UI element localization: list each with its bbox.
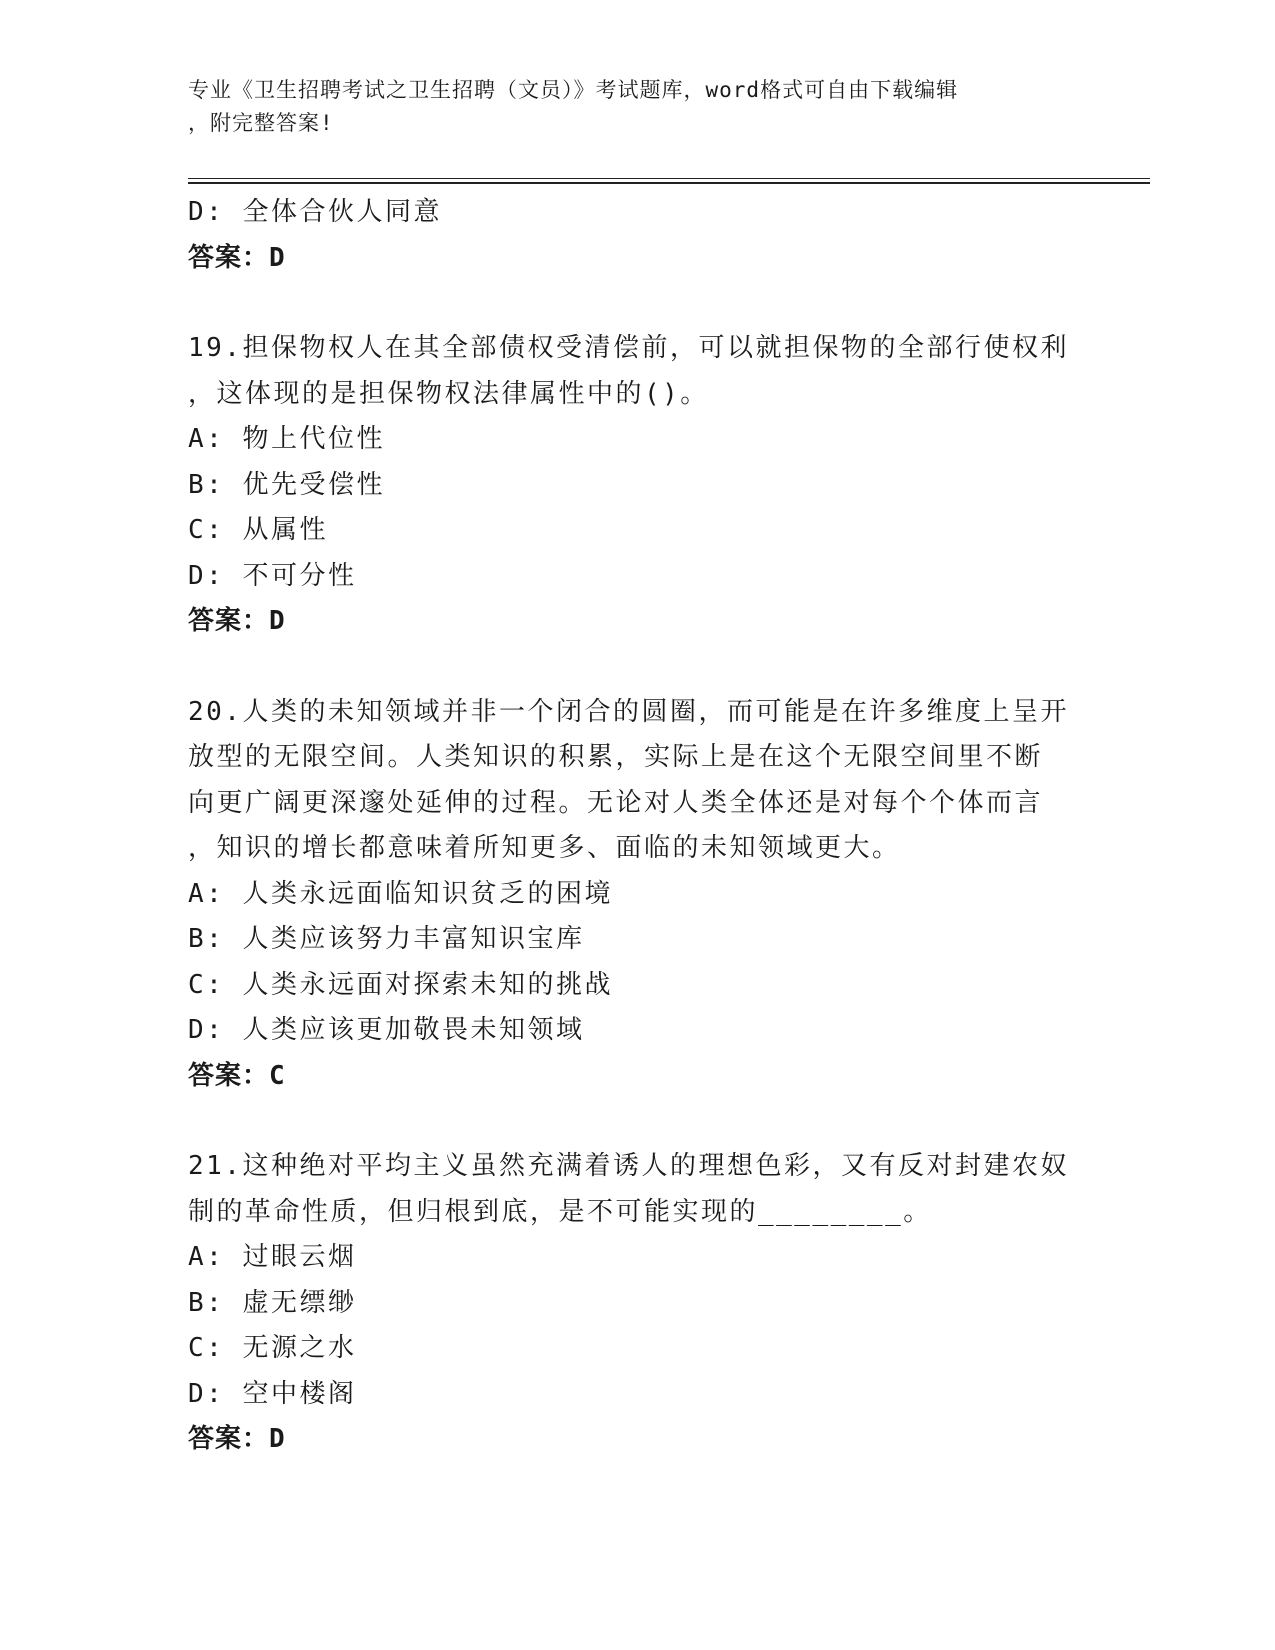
option-b: B: 人类应该努力丰富知识宝库: [188, 924, 585, 954]
stem-line: 20.人类的未知领域并非一个闭合的圆圈，而可能是在许多维度上呈开: [188, 696, 1069, 727]
stem-line: ，这体现的是担保物权法律属性中的()。: [188, 378, 709, 409]
spacer: [188, 1099, 1068, 1144]
question-stem: [188, 326, 1068, 417]
option-d: D: 全体合伙人同意: [188, 197, 442, 227]
option-b: B: 虚无缥缈: [188, 1287, 357, 1318]
question-stem: [188, 690, 1068, 872]
answer-line: 答案：D: [188, 242, 286, 273]
option-d: D: 人类应该更加敬畏未知领域: [188, 1015, 585, 1045]
previous-question-fragment: [188, 190, 1068, 281]
option-d: D: 不可分性: [188, 560, 357, 591]
stem-line: 放型的无限空间。人类知识的积累，实际上是在这个无限空间里不断: [188, 742, 1044, 772]
option-c: C: 无源之水: [188, 1333, 357, 1363]
stem-line: 21.这种绝对平均主义虽然充满着诱人的理想色彩，又有反对封建农奴: [188, 1151, 1069, 1181]
spacer: [188, 281, 1068, 326]
option-c: C: 从属性: [188, 515, 328, 545]
stem-line: 向更广阔更深邃处延伸的过程。无论对人类全体还是对每个个体而言: [188, 787, 1044, 818]
answer-line: 答案：C: [188, 1060, 286, 1091]
option-a: A: 物上代位性: [188, 424, 385, 454]
document-header: [188, 74, 1088, 140]
header-line-2: ，附完整答案!: [188, 111, 334, 135]
option-b: B: 优先受偿性: [188, 469, 385, 500]
question-20: [188, 690, 1068, 1100]
question-stem: [188, 1144, 1068, 1235]
option-a: A: 过眼云烟: [188, 1242, 357, 1272]
option-d: D: 空中楼阁: [188, 1378, 357, 1409]
stem-line: ，知识的增长都意味着所知更多、面临的未知领域更大。: [188, 833, 901, 863]
spacer: [188, 645, 1068, 690]
header-line-1: 专业《卫生招聘考试之卫生招聘（文员）》考试题库，word格式可自由下载编辑: [188, 78, 959, 102]
option-a: A: 人类永远面临知识贫乏的困境: [188, 878, 613, 909]
header-divider-thick: [188, 182, 1150, 184]
answer-line: 答案：D: [188, 606, 286, 636]
answer-line: 答案：D: [188, 1424, 286, 1454]
header-divider-thin: [188, 178, 1150, 179]
stem-line: 制的革命性质，但归根到底，是不可能实现的________。: [188, 1196, 932, 1227]
option-c: C: 人类永远面对探索未知的挑战: [188, 969, 613, 1000]
question-21: [188, 1144, 1068, 1463]
question-19: [188, 326, 1068, 645]
document-body: [188, 190, 1068, 1463]
stem-line: 19.担保物权人在其全部债权受清偿前，可以就担保物的全部行使权利: [188, 333, 1069, 363]
